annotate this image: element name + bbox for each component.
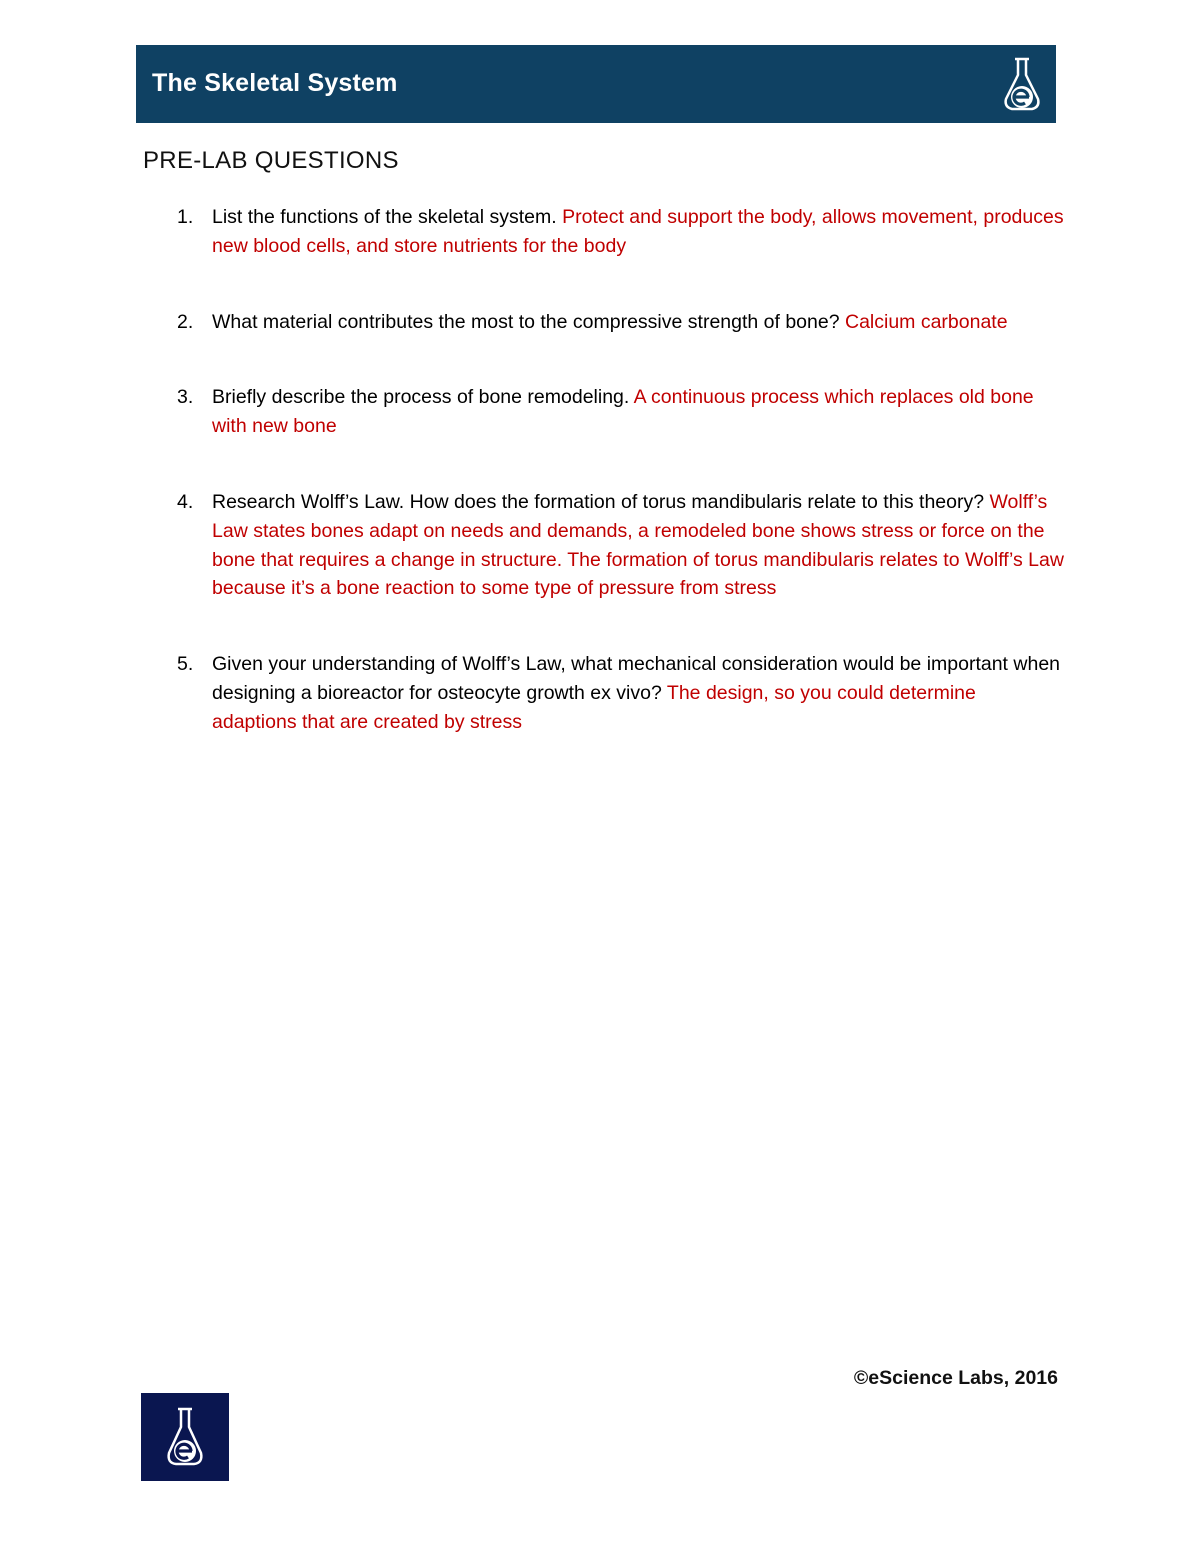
question-item xyxy=(175,488,1065,603)
question-number: 3. xyxy=(177,386,194,409)
question-number: 5. xyxy=(177,653,194,676)
answer-text: A continuous process which replaces old bone with new bone xyxy=(212,386,1034,438)
copyright-notice: ©eScience Labs, 2016 xyxy=(853,1367,1058,1389)
answer-text: Protect and support the body, allows movement, produces new blood cells, and store nutrients for the body xyxy=(212,206,1064,257)
question-number: 2. xyxy=(177,310,194,333)
question-text: Given your understanding of Wolff’s Law, what mechanical consideration would be important when designing a bioreactor for osteocyte growth ex vivo? xyxy=(212,653,1061,704)
question-number: 4. xyxy=(177,490,194,513)
question-item xyxy=(175,383,1065,441)
question-item xyxy=(175,650,1065,736)
flask-e-logo-icon xyxy=(998,53,1046,117)
footer-logo xyxy=(141,1393,229,1481)
question-text: Briefly describe the process of bone remodeling. xyxy=(212,386,630,409)
section-title: PRE-LAB QUESTIONS xyxy=(143,147,399,174)
question-item xyxy=(175,308,1065,337)
header-bar xyxy=(136,45,1056,123)
question-list xyxy=(175,203,1065,737)
flask-e-logo-icon xyxy=(163,1403,207,1471)
question-number: 1. xyxy=(177,206,194,228)
question-text: List the functions of the skeletal system. xyxy=(212,206,557,228)
page-title: The Skeletal System xyxy=(152,69,398,97)
question-item xyxy=(175,203,1065,261)
answer-text: Calcium carbonate xyxy=(844,310,1008,333)
question-text: Research Wolff’s Law. How does the formation of torus mandibularis relate to this theory? xyxy=(212,490,985,513)
answer-text: Wolff’s Law states bones adapt on needs and demands, a remodeled bone shows stress or force on the bone that requires a change in structure. The formation of torus mandibularis relates to Wolff’s Law because it’s a bone reaction to some type of pressure from stress xyxy=(212,490,1064,600)
question-text: What material contributes the most to the compressive strength of bone? xyxy=(212,310,840,333)
answer-text: The design, so you could determine adaptions that are created by stress xyxy=(212,681,976,733)
